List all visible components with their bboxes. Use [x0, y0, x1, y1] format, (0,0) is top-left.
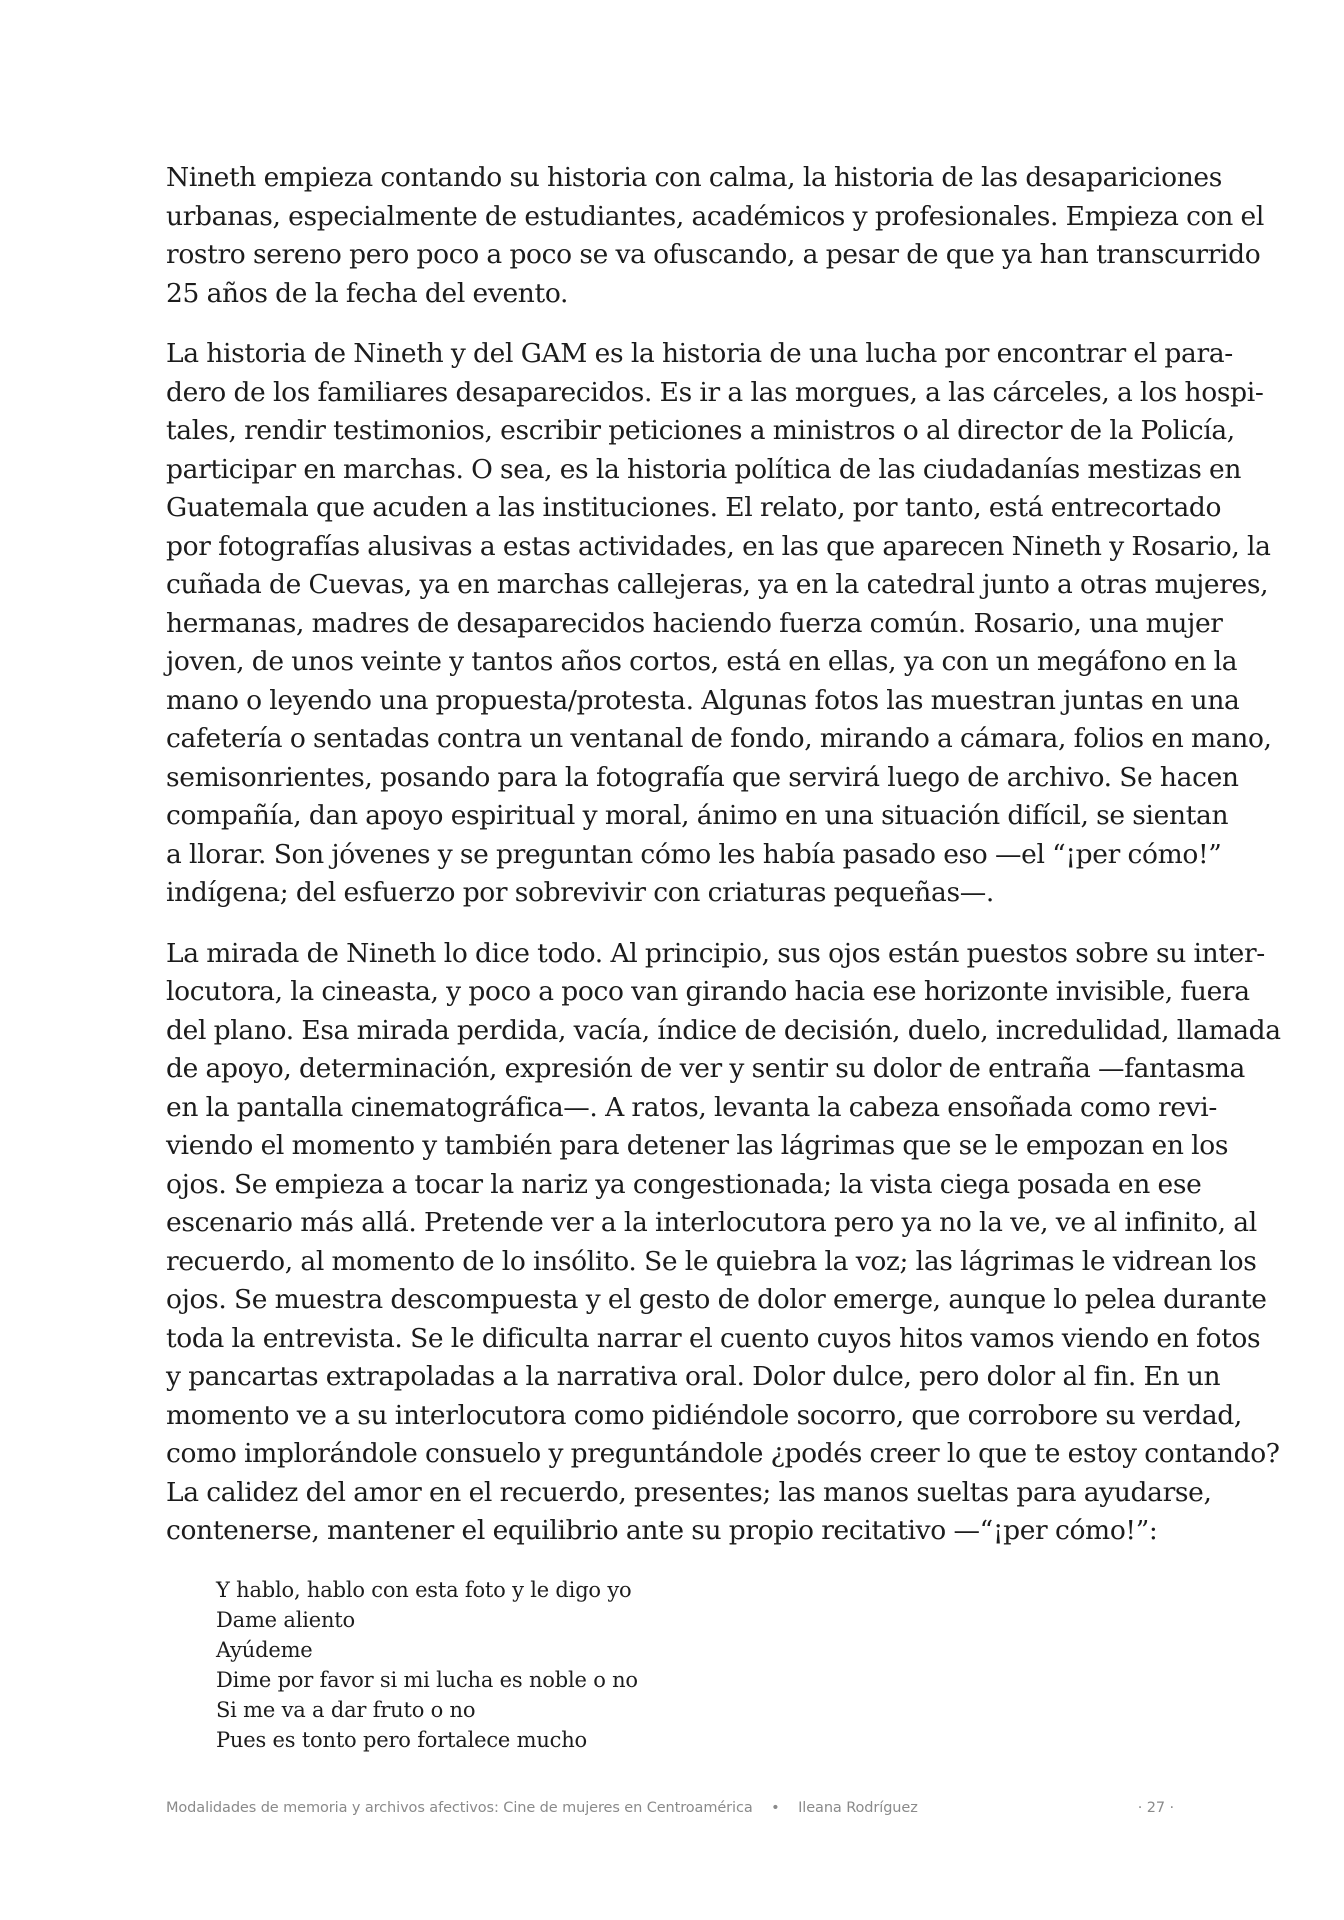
poem-verse: Dime por favor si mi lucha es noble o no [216, 1667, 638, 1692]
paragraph-line: 25 años de la fecha del evento. [166, 277, 569, 309]
paragraph-line: rostro sereno pero poco a poco se va ofuscando, a pesar de que ya han transcurrido [166, 239, 1261, 270]
paragraph-line: La calidez del amor en el recuerdo, presentes; las manos sueltas para ayudarse, [166, 1476, 1212, 1508]
footer-separator: • [771, 1800, 780, 1816]
paragraph-line: cuñada de Cuevas, ya en marchas callejeras, ya en la catedral junto a otras mujeres, [166, 569, 1269, 600]
paragraph-line: participar en marchas. O sea, es la historia política de las ciudadanías mestizas en [166, 453, 1242, 485]
paragraph-line: locutora, la cineasta, y poco a poco van girando hacia ese horizonte invisible, fuera [166, 976, 1250, 1007]
paragraph-line: Guatemala que acuden a las instituciones. El relato, por tanto, está entrecortado [166, 492, 1222, 523]
footer-author: Ileana Rodríguez [798, 1800, 918, 1816]
paragraph-line: tales, rendir testimonios, escribir peticiones a ministros o al director de la Policía, [166, 415, 1235, 446]
paragraph-line: joven, de unos veinte y tantos años cortos, está en ellas, ya con un megáfono en la [166, 646, 1238, 677]
poem-verse: Pues es tonto pero fortalece mucho [216, 1727, 587, 1752]
paragraph-line: como implorándole consuelo y preguntándole ¿podés creer lo que te estoy contando? [166, 1438, 1280, 1469]
paragraph-line: compañía, dan apoyo espiritual y moral, ánimo en una situación difícil, se sientan [166, 800, 1229, 831]
paragraph-line: en la pantalla cinematográfica—. A ratos, levanta la cabeza ensoñada como revi- [166, 1091, 1217, 1123]
paragraph-line: hermanas, madres de desaparecidos haciendo fuerza común. Rosario, una mujer [166, 607, 1223, 639]
paragraph-line: por fotografías alusivas a estas actividades, en las que aparecen Nineth y Rosario, la [166, 530, 1271, 562]
paragraph-line: mano o leyendo una propuesta/protesta. Algunas fotos las muestran juntas en una [166, 684, 1240, 716]
body-paragraph [166, 159, 1264, 313]
body-paragraph [166, 335, 1272, 913]
footer-book-title: Modalidades de memoria y archivos afectivos: Cine de mujeres en Centroamérica [166, 1800, 753, 1816]
paragraph-line: semisonrientes, posando para la fotografía que servirá luego de archivo. Se hacen [166, 761, 1239, 793]
paragraph-line: toda la entrevista. Se le dificulta narrar el cuento cuyos hitos vamos viendo en fotos [166, 1322, 1261, 1354]
page-number: · 27 · [1137, 1800, 1174, 1816]
poem-verse: Dame aliento [216, 1607, 355, 1632]
paragraph-line: ojos. Se muestra descompuesta y el gesto de dolor emerge, aunque lo pelea durante [166, 1284, 1267, 1315]
footer-running-title [166, 1800, 918, 1816]
paragraphs [166, 159, 1281, 1551]
paragraph-line: indígena; del esfuerzo por sobrevivir con criaturas pequeñas—. [166, 877, 994, 908]
quoted-poem [216, 1575, 1174, 1755]
paragraph-line: momento ve a su interlocutora como pidiéndole socorro, que corrobore su verdad, [166, 1399, 1242, 1431]
paragraph-line: dero de los familiares desaparecidos. Es ir a las morgues, a las cárceles, a los hospi- [166, 376, 1264, 408]
paragraph-line: a llorar. Son jóvenes y se preguntan cómo les había pasado eso —el “¡per cómo!” [166, 838, 1222, 870]
paragraph-line: del plano. Esa mirada perdida, vacía, índice de decisión, duelo, incredulidad, llamada [166, 1014, 1281, 1046]
paragraph-line: escenario más allá. Pretende ver a la interlocutora pero ya no la ve, ve al infinito, al [166, 1207, 1257, 1238]
paragraph-line: recuerdo, al momento de lo insólito. Se le quiebra la voz; las lágrimas le vidrean los [166, 1245, 1257, 1277]
paragraph-line: ojos. Se empieza a tocar la nariz ya congestionada; la vista ciega posada en ese [166, 1168, 1202, 1200]
body-paragraph [166, 935, 1281, 1551]
paragraph-line: y pancartas extrapoladas a la narrativa oral. Dolor dulce, pero dolor al fin. En un [166, 1361, 1221, 1392]
paragraph-line: contenerse, mantener el equilibrio ante su propio recitativo —“¡per cómo!”: [166, 1515, 1158, 1546]
paragraph-line: cafetería o sentadas contra un ventanal de fondo, mirando a cámara, folios en mano, [166, 723, 1272, 754]
paragraph-line: viendo el momento y también para detener las lágrimas que se le empozan en los [166, 1130, 1229, 1161]
paragraph-line: La mirada de Nineth lo dice todo. Al principio, sus ojos están puestos sobre su inter- [166, 937, 1265, 969]
page-footer [166, 1800, 1174, 1816]
paragraph-line: La historia de Nineth y del GAM es la historia de una lucha por encontrar el para- [166, 338, 1233, 369]
paragraph-line: Nineth empieza contando su historia con calma, la historia de las desapariciones [166, 162, 1223, 193]
poem-verse: Si me va a dar fruto o no [216, 1697, 476, 1722]
paragraph-line: urbanas, especialmente de estudiantes, académicos y profesionales. Empieza con el [166, 200, 1264, 232]
poem-verse: Y hablo, hablo con esta foto y le digo yo [216, 1577, 632, 1602]
page-body [166, 159, 1281, 1755]
poem-verse: Ayúdeme [216, 1637, 313, 1662]
paragraph-line: de apoyo, determinación, expresión de ver y sentir su dolor de entraña —fantasma [166, 1053, 1246, 1084]
